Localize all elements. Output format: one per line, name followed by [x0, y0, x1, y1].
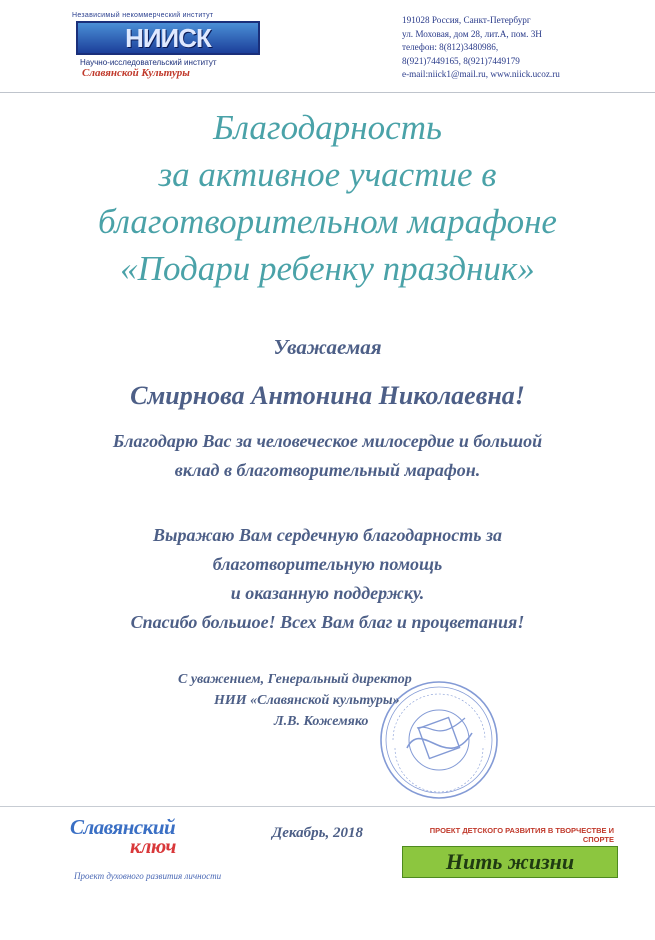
title-line: благотворительном марафоне	[98, 202, 557, 241]
slavic-key-word-a: Славянский	[70, 815, 176, 839]
contact-line: e-mail:niick1@mail.ru, www.niick.ucoz.ru	[402, 69, 560, 80]
gratitude-paragraph-2	[0, 521, 655, 637]
signature-block	[178, 669, 498, 732]
title-line: за активное участие в	[158, 155, 497, 194]
title-line: «Подари ребенку праздник»	[120, 249, 535, 288]
paragraph-line: Спасибо большое! Всех Вам благ и процветания!	[130, 612, 525, 632]
thread-of-life-tagline: ПРОЕКТ ДЕТСКОГО РАЗВИТИЯ В ТВОРЧЕСТВЕ И СПОРТЕ	[429, 826, 614, 844]
salutation: Уважаемая	[273, 335, 382, 359]
contact-line: ул. Моховая, дом 28, лит.А, пом. 3Н	[402, 28, 542, 39]
gratitude-paragraph-1	[0, 427, 655, 485]
logo-institute: Научно-исследовательский институт	[80, 58, 217, 67]
certificate-title	[0, 104, 655, 292]
signature-org: НИИ «Славянской культуры»	[214, 693, 400, 708]
title-line: Благодарность	[213, 108, 442, 147]
paragraph-line: вклад в благотворительный марафон.	[174, 460, 481, 480]
institute-logo	[72, 12, 272, 90]
logo-abbr: НИИСК	[76, 21, 260, 55]
paragraph-line: благотворительную помощь	[212, 554, 443, 574]
contact-line: 191028 Россия, Санкт-Петербург	[402, 15, 531, 25]
contact-line: 8(921)7449165, 8(921)7449179	[402, 55, 520, 66]
contact-block	[402, 14, 642, 82]
thread-of-life-logo	[402, 826, 618, 874]
slavic-key-word-b: ключ	[130, 834, 176, 858]
paragraph-line: Благодарю Вас за человеческое милосердие и большой	[112, 431, 543, 451]
issue-date: Декабрь, 2018	[272, 825, 363, 841]
slavic-key-logo	[70, 815, 250, 883]
signature-title: С уважением, Генеральный директор	[178, 672, 412, 687]
logo-small-line: Независимый некоммерческий институт	[72, 12, 214, 19]
footer-divider	[0, 806, 655, 807]
paragraph-line: и оказанную поддержку.	[230, 583, 425, 603]
signature-person: Л.В. Кожемяко	[274, 714, 369, 729]
recipient-name: Смирнова Антонина Николаевна!	[130, 381, 525, 410]
thread-of-life-name: Нить жизни	[402, 846, 618, 878]
slavic-key-sub: Проект духовного развития личности	[74, 871, 222, 881]
contact-line: телефон: 8(812)3480986,	[402, 42, 499, 53]
logo-slavic: Славянской Культуры	[82, 67, 190, 79]
paragraph-line: Выражаю Вам сердечную благодарность за	[153, 525, 502, 545]
slavic-key-brand	[70, 815, 250, 859]
header-divider	[0, 92, 655, 93]
